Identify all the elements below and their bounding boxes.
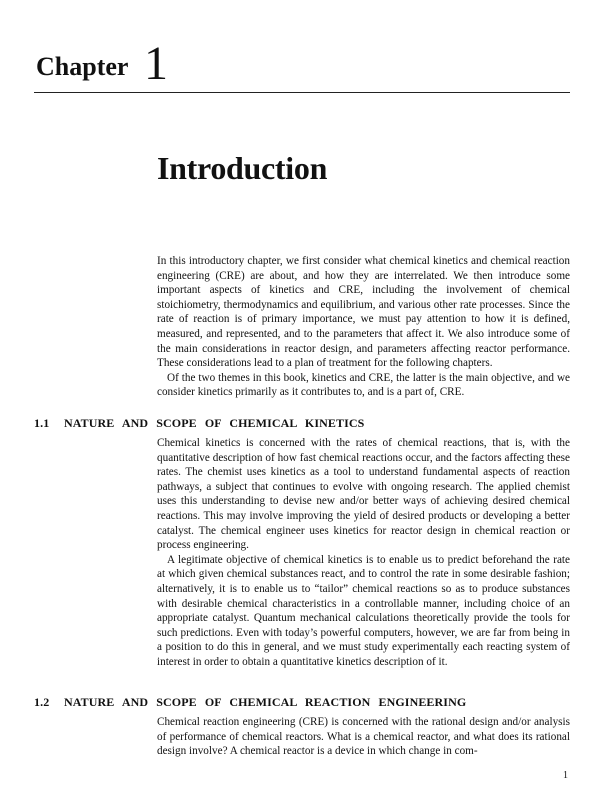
section-title: NATURE AND SCOPE OF CHEMICAL REACTION ENGINEERING xyxy=(64,695,467,709)
section-heading-1-2 xyxy=(34,695,466,710)
intro-paragraph-2: Of the two themes in this book, kinetics and CRE, the latter is the main objective, and we consider kinetics primarily as it contributes to, and is a part of, CRE. xyxy=(157,371,570,399)
intro-text xyxy=(157,254,570,400)
section-1-2-text xyxy=(157,715,570,759)
page-number: 1 xyxy=(563,770,568,781)
section-1-1-paragraph-2: A legitimate objective of chemical kinetics is to enable us to predict beforehand the rate at which given chemical substances react, and to control the rate in some desirable fashion; alternatively, it is to enable us to “tailor” chemical reactions so as to produce substances with desirable chemical characteristics in a controllable manner, including choice of an appropriate catalyst. Quantum mechanical calculations theoretically provide the tools for such predictions. Even with today’s powerful computers, however, we are far from being in a position to do this in general, and we must study experimentally each reacting system of interest in order to obtain a quantitative kinetics description of it. xyxy=(157,553,570,668)
section-number: 1.2 xyxy=(34,695,50,709)
section-1-1-paragraph-1: Chemical kinetics is concerned with the rates of chemical reactions, that is, with the quantitative description of how fast chemical reactions occur, and the factors affecting these rates. The chemist uses kinetics as a tool to understand fundamental aspects of reaction pathways, a subject that continues to evolve with ongoing research. The applied chemist uses this understanding to devise new and/or better ways of achieving desired chemical reactions. This may involve improving the yield of desired products or developing a better catalyst. The chemical engineer uses kinetics for reactor design in chemical reaction or process engineering. xyxy=(157,437,570,552)
intro-paragraph-1: In this introductory chapter, we first consider what chemical kinetics and chemical reaction engineering (CRE) are about, and how they are interrelated. We then introduce some important aspects of kinetics and CRE, including the involvement of chemical stoichiometry, thermodynamics and equilibrium, and various other rate processes. Since the rate of reaction is of primary importance, we must pay attention to how it is defined, measured, and represented, and to the parameters that affect it. We also introduce some of the main considerations in reactor design, and parameters affecting reactor performance. These considerations lead to a plan of treatment for the following chapters. xyxy=(157,255,570,370)
chapter-number: 1 xyxy=(144,37,168,90)
chapter-label: Chapter xyxy=(36,52,129,81)
section-heading-1-1 xyxy=(34,416,364,431)
section-1-1-text xyxy=(157,436,570,670)
section-1-2-paragraph-1: Chemical reaction engineering (CRE) is concerned with the rational design and/or analysis of performance of chemical reactors. What is a chemical reactor, and what does its rational design involve? A chemical reactor is a device in which change in com- xyxy=(157,716,570,758)
section-number: 1.1 xyxy=(34,416,50,430)
chapter-divider xyxy=(34,92,570,93)
chapter-title: Introduction xyxy=(157,150,328,186)
section-title: NATURE AND SCOPE OF CHEMICAL KINETICS xyxy=(64,416,365,430)
